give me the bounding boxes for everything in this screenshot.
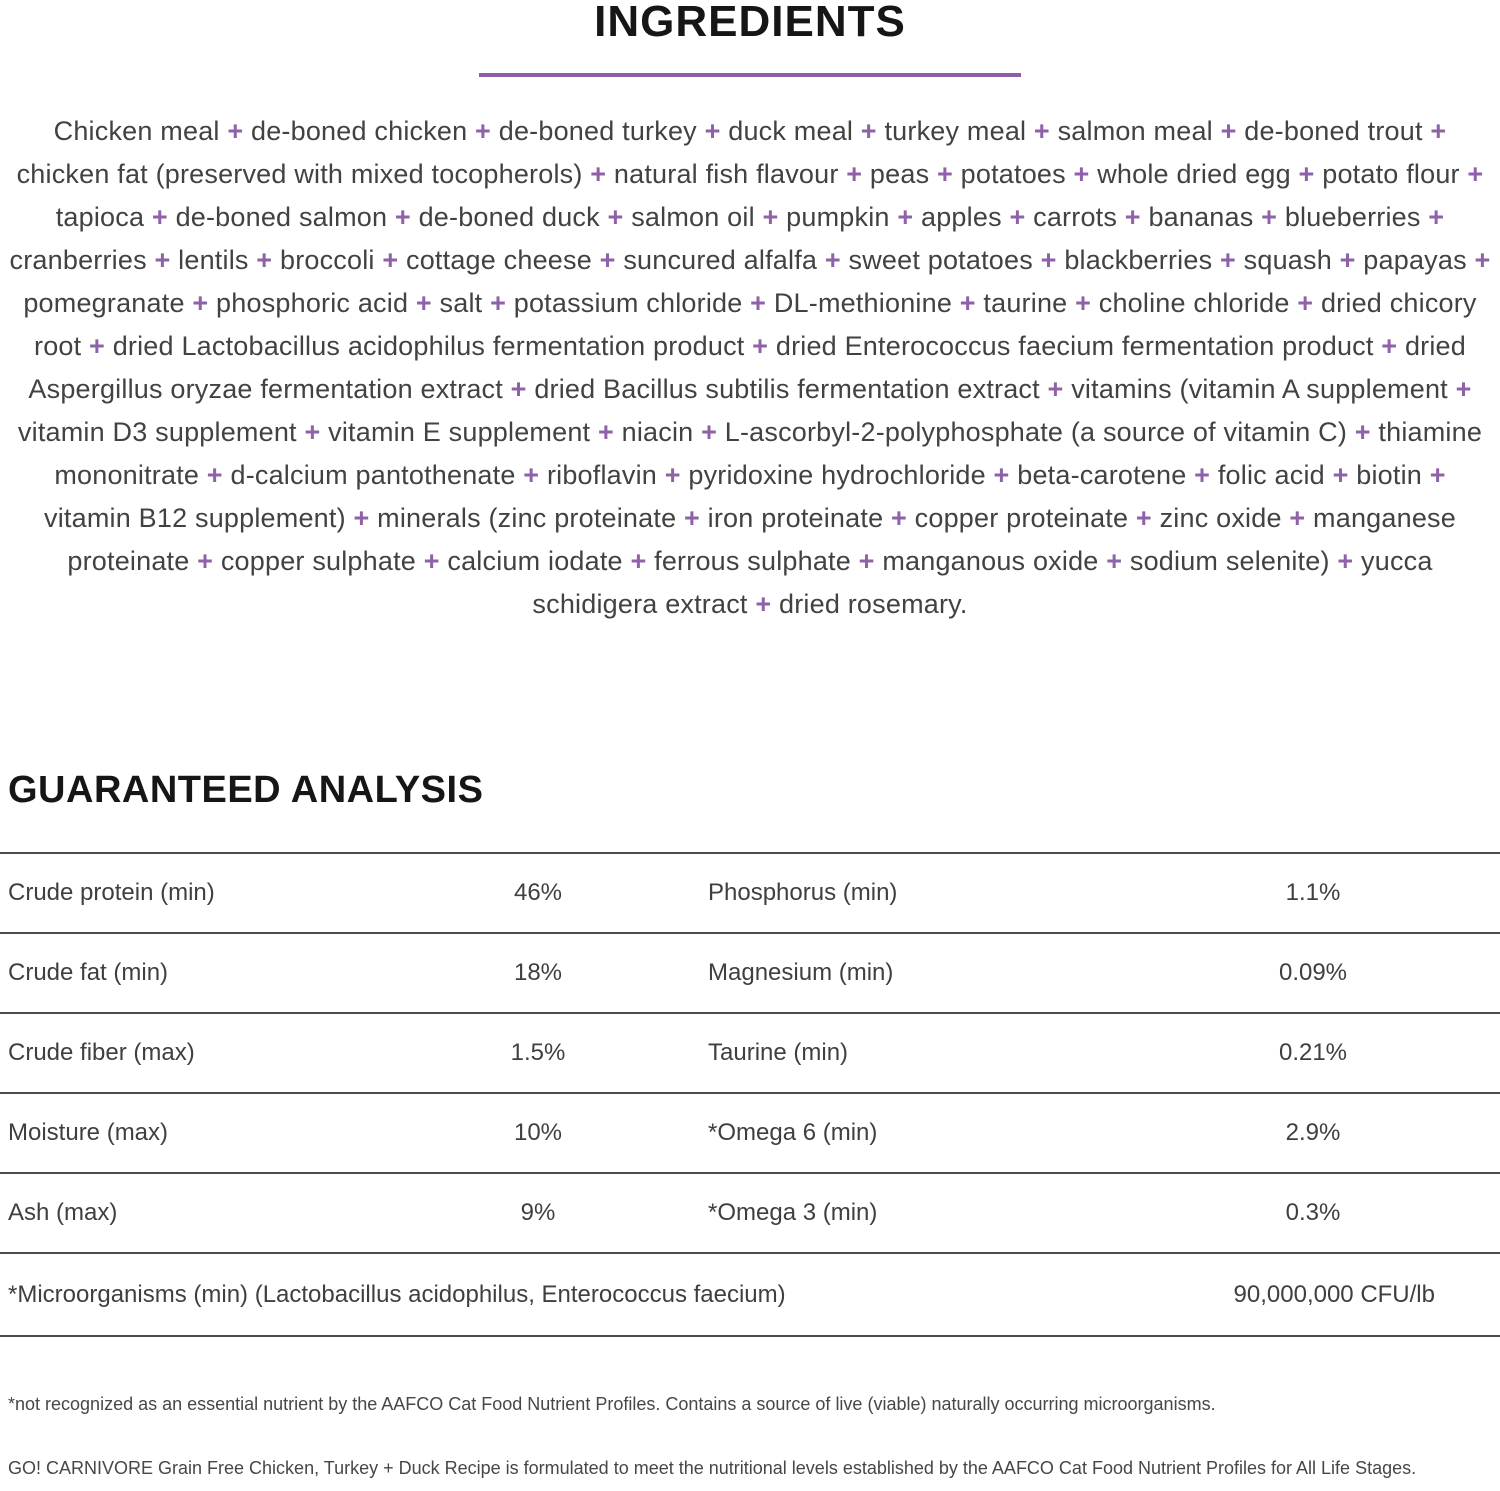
plus-separator: +	[515, 460, 547, 490]
plus-separator: +	[1281, 503, 1314, 533]
plus-separator: +	[622, 546, 655, 576]
nutrient-label: Phosphorus (min)	[708, 879, 898, 906]
plus-separator: +	[582, 159, 614, 189]
nutrient-value: 0.21%	[1278, 1039, 1348, 1066]
plus-separator: +	[408, 288, 440, 318]
plus-separator: +	[747, 589, 779, 619]
plus-separator: +	[599, 202, 632, 232]
guaranteed-analysis-title: GUARANTEED ANALYSIS	[8, 769, 484, 811]
table-row	[0, 1094, 1500, 1174]
nutrient-label: *Microorganisms (min) (Lactobacillus acidophilus, Enterococcus faecium)	[8, 1280, 786, 1308]
plus-separator: +	[1253, 202, 1285, 232]
nutrient-value: 10%	[513, 1119, 563, 1146]
plus-separator: +	[416, 546, 448, 576]
plus-separator: +	[1032, 245, 1065, 275]
plus-separator: +	[591, 245, 624, 275]
nutrient-label: Moisture (max)	[8, 1119, 169, 1146]
plus-separator: +	[189, 546, 221, 576]
nutrient-value: 18%	[513, 959, 563, 986]
plus-separator: +	[184, 288, 217, 318]
guaranteed-analysis-table	[0, 852, 1500, 1337]
plus-separator: +	[1065, 159, 1098, 189]
table-row	[0, 1014, 1500, 1094]
nutrient-value: 1.1%	[1285, 879, 1341, 906]
plus-separator: +	[742, 288, 774, 318]
plus-separator: +	[1098, 546, 1130, 576]
plus-separator: +	[1067, 288, 1099, 318]
title-underline-rule	[479, 73, 1021, 77]
nutrient-label: *Omega 6 (min)	[708, 1119, 878, 1146]
nutrient-label: Crude protein (min)	[8, 879, 215, 906]
plus-separator: +	[889, 202, 921, 232]
nutrient-value: 2.9%	[1285, 1119, 1341, 1146]
plus-separator: +	[693, 417, 725, 447]
plus-separator: +	[1001, 202, 1034, 232]
plus-separator: +	[81, 331, 113, 361]
plus-separator: +	[1331, 245, 1364, 275]
plus-separator: +	[1347, 417, 1379, 447]
plus-separator: +	[1373, 331, 1405, 361]
plus-separator: +	[929, 159, 961, 189]
plus-separator: +	[374, 245, 406, 275]
plus-separator: +	[744, 331, 776, 361]
plus-separator: +	[1422, 460, 1446, 490]
plus-separator: +	[1459, 159, 1484, 189]
plus-separator: +	[838, 159, 870, 189]
plus-separator: +	[467, 116, 499, 146]
plus-separator: +	[1422, 116, 1447, 146]
plus-separator: +	[1447, 374, 1472, 404]
plus-separator: +	[1117, 202, 1149, 232]
plus-separator: +	[1039, 374, 1072, 404]
plus-separator: +	[387, 202, 419, 232]
plus-separator: +	[146, 245, 179, 275]
plus-separator: +	[345, 503, 378, 533]
plus-separator: +	[1329, 546, 1362, 576]
plus-separator: +	[502, 374, 535, 404]
footnote-formulation: GO! CARNIVORE Grain Free Chicken, Turkey + Duck Recipe is formulated to meet the nutritional levels established by the AAFCO Cat Food Nutrient Profiles for All Life Stages.	[8, 1458, 1417, 1478]
nutrient-label: *Omega 3 (min)	[708, 1199, 878, 1226]
plus-separator: +	[248, 245, 280, 275]
plus-separator: +	[853, 116, 885, 146]
plus-separator: +	[657, 460, 689, 490]
plus-separator: +	[296, 417, 329, 447]
nutrient-value: 0.3%	[1285, 1199, 1341, 1226]
table-row	[0, 854, 1500, 934]
plus-separator: +	[1186, 460, 1218, 490]
footnote-aafco: *not recognized as an essential nutrient by the AAFCO Cat Food Nutrient Profiles. Contains a source of live (viable) naturally occurring microorganisms.	[8, 1394, 1216, 1414]
plus-separator: +	[1289, 288, 1321, 318]
nutrient-label: Magnesium (min)	[708, 959, 894, 986]
nutrient-value: 0.09%	[1278, 959, 1348, 986]
plus-separator: +	[1026, 116, 1058, 146]
plus-separator: +	[199, 460, 231, 490]
plus-separator: +	[696, 116, 729, 146]
plus-separator: +	[1212, 245, 1244, 275]
plus-separator: +	[482, 288, 514, 318]
nutrient-label: Crude fiber (max)	[8, 1039, 195, 1066]
nutrient-value: 46%	[513, 879, 563, 906]
plus-separator: +	[1290, 159, 1323, 189]
plus-separator: +	[219, 116, 251, 146]
plus-separator: +	[1128, 503, 1160, 533]
ingredients-title: INGREDIENTS	[594, 0, 906, 46]
nutrient-label: Ash (max)	[8, 1199, 118, 1226]
nutrient-value: 1.5%	[510, 1039, 566, 1066]
nutrient-value: 90,000,000 CFU/lb	[1233, 1280, 1435, 1308]
plus-separator: +	[1212, 116, 1245, 146]
plus-separator: +	[985, 460, 1018, 490]
nutrient-label: Crude fat (min)	[8, 959, 169, 986]
nutrient-label: Taurine (min)	[708, 1039, 849, 1066]
plus-separator: +	[850, 546, 883, 576]
table-row-microorganisms	[0, 1254, 1500, 1337]
plus-separator: +	[952, 288, 984, 318]
plus-separator: +	[144, 202, 176, 232]
plus-separator: +	[676, 503, 708, 533]
ingredients-section	[0, 0, 1500, 626]
plus-separator: +	[1466, 245, 1491, 275]
plus-separator: +	[754, 202, 787, 232]
plus-separator: +	[590, 417, 622, 447]
table-row	[0, 934, 1500, 1014]
plus-separator: +	[1324, 460, 1357, 490]
plus-separator: +	[1420, 202, 1445, 232]
plus-separator: +	[883, 503, 915, 533]
ingredients-text: Chicken meal + de-boned chicken + de-boned turkey + duck meal + turkey meal + salmon meal + de-boned trout + chicken fat (preserved with mixed tocopherols) + natural fish flavour + peas + potatoes + whole dried egg + potato flour + tapioca + de-boned salmon + de-boned duck + salmon oil + pumpkin + apples + carrots + bananas + blueberries + cranberries + lentils + broccoli + cottage cheese + suncured alfalfa + sweet potatoes + blackberries + squash + papayas + pomegranate + phosphoric acid + salt + potassium chloride + DL-methionine + taurine + choline chloride + dried chicory root + dried Lactobacillus acidophilus fermentation product + dried Enterococcus faecium fermentation product + dried Aspergillus oryzae fermentation extract + dried Bacillus subtilis fermentation extract + vitamins (vitamin A supplement + vitamin D3 supplement + vitamin E supplement + niacin + L-ascorbyl-2-polyphosphate (a source of vitamin C) + thiamine mononitrate + d-calcium pantothenate + riboflavin + pyridoxine hydrochloride + beta-carotene + folic acid + biotin + vitamin B12 supplement) + minerals (zinc proteinate + iron proteinate + copper proteinate + zinc oxide + manganese proteinate + copper sulphate + calcium iodate + ferrous sulphate + manganous oxide + sodium selenite) + yucca schidigera extract + dried rosemary.	[9, 116, 1491, 619]
table-row	[0, 1174, 1500, 1254]
plus-separator: +	[817, 245, 849, 275]
nutrient-value: 9%	[520, 1199, 556, 1226]
